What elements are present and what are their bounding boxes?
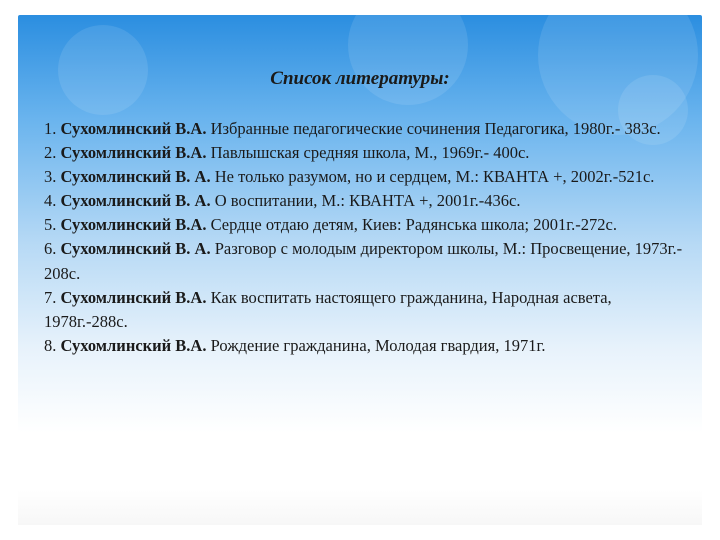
reference-text: Избранные педагогические сочинения Педагогика, 1980г.- 383с. bbox=[210, 119, 661, 138]
reference-text: Как воспитать настоящего гражданина, Народная асвета, 1978г.-288с. bbox=[44, 287, 612, 331]
reference-number: 5. bbox=[44, 215, 57, 235]
list-item bbox=[44, 189, 684, 213]
reference-text: Сердце отдаю детям, Киев: Радянська школа; 2001г.-272с. bbox=[210, 215, 617, 235]
reference-number: 2. bbox=[44, 143, 57, 163]
reference-text: Рождение гражданина, Молодая гвардия, 1971г. bbox=[210, 335, 546, 355]
reference-author: Сухомлинский В. А. bbox=[60, 167, 211, 187]
bottom-strip bbox=[18, 490, 702, 525]
reference-author: Сухомлинский В.А. bbox=[60, 215, 207, 235]
page-title: Список литературы: bbox=[270, 68, 450, 89]
reference-number: 1. bbox=[44, 119, 57, 138]
reference-author: Сухомлинский В. А. bbox=[60, 191, 211, 211]
reference-author: Сухомлинский В.А. bbox=[60, 335, 207, 355]
reference-text: О воспитании, М.: КВАНТА +, 2001г.-436с. bbox=[214, 191, 521, 211]
reference-author: Сухомлинский В.А. bbox=[60, 143, 207, 163]
reference-list bbox=[44, 117, 684, 358]
list-item bbox=[44, 117, 684, 141]
list-item bbox=[44, 141, 684, 165]
reference-text: Павлышская средняя школа, М., 1969г.- 400с. bbox=[210, 143, 530, 163]
reference-author: Сухомлинский В.А. bbox=[60, 119, 207, 138]
reference-number: 8. bbox=[44, 335, 57, 355]
list-item bbox=[44, 237, 684, 285]
reference-number: 3. bbox=[44, 167, 57, 187]
reference-text: Разговор с молодым директором школы, М.: Просвещение, 1973г.- 208с. bbox=[44, 239, 683, 283]
reference-text: Не только разумом, но и сердцем, М.: КВАНТА +, 2002г.-521с. bbox=[214, 167, 655, 187]
list-item bbox=[44, 286, 684, 334]
reference-number: 7. bbox=[44, 287, 57, 307]
list-item bbox=[44, 213, 684, 237]
reference-author: Сухомлинский В. А. bbox=[60, 239, 211, 259]
list-item bbox=[44, 165, 684, 189]
reference-number: 6. bbox=[44, 239, 57, 259]
list-item bbox=[44, 334, 684, 358]
reference-author: Сухомлинский В.А. bbox=[60, 287, 207, 307]
reference-number: 4. bbox=[44, 191, 57, 211]
